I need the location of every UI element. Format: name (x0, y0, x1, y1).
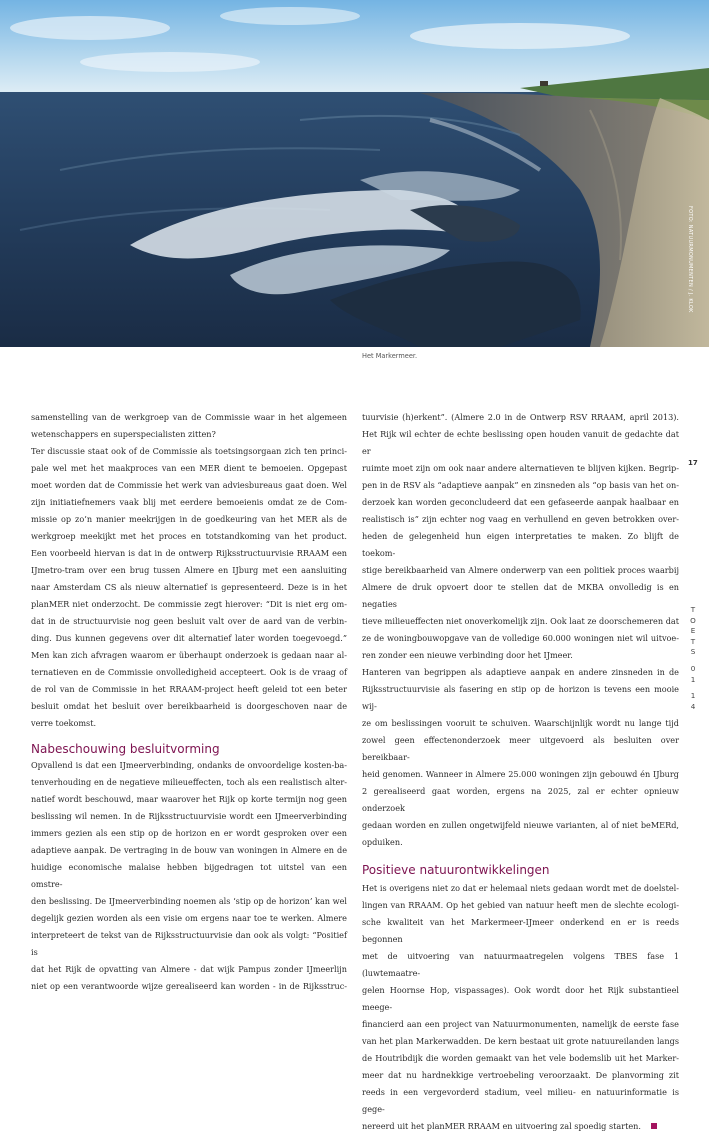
journal-letter: 1 (690, 691, 696, 701)
journal-letter: T (690, 636, 696, 646)
body-line: sche kwaliteit van het Markermeer-IJmeer onderkend en er is reeds begonnen (362, 917, 679, 944)
photo-caption: Het Markermeer. (362, 352, 418, 360)
body-line: besluit omdat het besluit over bereikbaarheid is doorgeschoven naar de (31, 701, 347, 711)
journal-letter: E (690, 626, 696, 636)
body-line: ren zonder een nieuwe verbinding door het IJmeer. (362, 650, 573, 660)
body-line: meer dat nu hardnekkige vertroebeling veroorzaakt. De planvorming zit (362, 1070, 679, 1080)
body-line: natief wordt beschouwd, maar waarover het Rijk op korte termijn nog geen (31, 794, 347, 804)
body-line: dat het Rijk de opvatting van Almere - dat wijk Pampus zonder IJmeerlijn (31, 964, 347, 974)
body-line: gelen Hoornse Hop, vispassages). Ook wordt door het Rijk substantieel meege- (362, 985, 679, 1012)
body-line: immers gezien als een stip op de horizon en er wordt gesproken over een (31, 828, 347, 838)
body-line: tuurvisie (h)erkent”. (Almere 2.0 in de Ontwerp RSV RRAAM, april 2013). (362, 412, 679, 422)
body-line: Het is overigens niet zo dat er helemaal niets gedaan wordt met de doelstel- (362, 883, 679, 893)
body-line: Het Rijk wil echter de echte beslissing open houden vanuit de gedachte dat er (362, 429, 679, 456)
body-line: adaptieve aanpak. De vertraging in de bouw van woningen in Almere en de (31, 845, 347, 855)
section-heading: Positieve natuurontwikkelingen (362, 863, 550, 877)
body-line: derzoek kan worden geconcludeerd dat een gefaseerde aanpak haalbaar en (362, 497, 679, 507)
page-number: 17 (688, 459, 698, 467)
journal-letter: 4 (690, 701, 696, 711)
journal-label (688, 605, 698, 712)
body-line: den beslissing. De IJmeerverbinding noemen als ‘stip op de horizon’ kan wel (31, 896, 347, 906)
body-line: pen in de RSV als “adaptieve aanpak” en zinsneden als “op basis van het on- (362, 480, 679, 490)
body-line (362, 1118, 679, 1135)
body-line: dat in de structuurvisie nog geen besluit valt over de aard van de verbin- (31, 616, 347, 626)
body-line: 2 gerealiseerd gaat worden, ergens na 2025, zal er echter opnieuw onderzoek (362, 786, 679, 813)
body-line: de rol van de Commissie in het RRAAM-project heeft geleid tot een beter (31, 684, 347, 694)
body-line: werkgroep meekijkt met het proces en totstandkoming van het product. (31, 531, 347, 541)
left-column (31, 409, 347, 995)
body-line: stige bereikbaarheid van Almere onderwerp van een politiek proces waarbij (362, 565, 679, 575)
body-line: realistisch is” zijn echter nog vaag en verhullend en geven betrokken over- (362, 514, 679, 524)
journal-letter: 0 (690, 663, 696, 673)
body-line: financierd aan een project van Natuurmonumenten, namelijk de eerste fase (362, 1019, 679, 1029)
body-line: Men kan zich afvragen waarom er überhaupt onderzoek is gedaan naar al- (31, 650, 347, 660)
body-line: ruimte moet zijn om ook naar andere alternatieven te blijven kijken. Begrip- (362, 463, 679, 473)
body-line: beslissing wil nemen. In de Rijksstructuurvisie wordt een IJmeerverbinding (31, 811, 347, 821)
body-line: ternatieven en de Commissie onvolledigheid accepteert. Ook is de vraag of (31, 667, 347, 677)
body-line: ding. Dus kunnen gegevens over dit alternatief later worden toegevoegd.” (31, 633, 347, 643)
body-line: Opvallend is dat een IJmeerverbinding, ondanks de onvoordelige kosten-ba- (31, 760, 347, 770)
body-line: heden de gelegenheid hun eigen interpretaties te maken. Zo blijft de toekom- (362, 531, 679, 558)
photo-markermeer-dike (0, 0, 709, 347)
journal-letter: O (690, 615, 696, 625)
body-line: Een voorbeeld hiervan is dat in de ontwerp Rijksstructuurvisie RRAAM een (31, 548, 347, 558)
body-line: degelijk gezien worden als een visie om ergens naar toe te werken. Almere (31, 913, 347, 923)
body-line: reeds in een vergevorderd stadium, veel milieu- en natuurinformatie is gege- (362, 1087, 679, 1114)
body-line: pale wel met het maakproces van een MER dient te bemoeien. Opgepast (31, 463, 347, 473)
body-line: moet worden dat de Commissie het werk van adviesbureaus gaat doen. Wel (31, 480, 347, 490)
body-line: Rijksstructuurvisie als fasering en stip op de horizon is tevens een mooie wij- (362, 684, 679, 711)
body-line: zowel geen effectenonderzoek meer uitgevoerd als besluiten over bereikbaar- (362, 735, 679, 762)
body-line: ze de woningbouwopgave van de volledige 60.000 woningen niet wil uitvoe- (362, 633, 679, 643)
body-line: tieve milieueffecten niet onoverkomelijk zijn. Ook laat ze doorschemeren dat (362, 616, 679, 626)
section-heading: Nabeschouwing besluitvorming (31, 742, 220, 756)
body-line: missie op zo’n manier meekrijgen in de goedkeuring van het MER als de (31, 514, 347, 524)
body-line: niet op een verantwoorde wijze gerealiseerd kan worden - in de Rijksstruc- (31, 981, 347, 991)
body-line: ze om beslissingen vooruit te schuiven. Waarschijnlijk wordt nu lange tijd (362, 718, 679, 728)
body-line: de Houtribdijk die worden gemaakt van het vele bodemslib uit het Marker- (362, 1053, 679, 1063)
end-of-article-mark (651, 1123, 657, 1129)
body-line: van het plan Markerwadden. De kern bestaat uit grote natuureilanden langs (362, 1036, 679, 1046)
body-line: Ter discussie staat ook of de Commissie als toetsingsorgaan zich ten princi- (31, 446, 347, 456)
body-line: interpreteert de tekst van de Rijksstructuurvisie dan ook als volgt: “Positief is (31, 930, 347, 957)
body-line: Hanteren van begrippen als adaptieve aanpak en andere zinsneden in de (362, 667, 679, 677)
body-line-text: nereerd uit het planMER RRAAM en uitvoering zal spoedig starten. (362, 1121, 641, 1131)
body-line: Almere de druk opvoert door te stellen dat de MKBA onvolledig is en negaties (362, 582, 679, 609)
body-line: samenstelling van de werkgroep van de Commissie waar in het algemeen (31, 412, 347, 422)
body-line: planMER niet onderzocht. De commissie zegt hierover: “Dit is niet erg om- (31, 599, 347, 609)
body-line: naar Amsterdam CS als nieuw alternatief is gepresenteerd. Deze is in het (31, 582, 347, 592)
body-line: wetenschappers en superspecialisten zitten? (31, 429, 216, 439)
body-line: verre toekomst. (31, 718, 97, 728)
body-line: met de uitvoering van natuurmaatregelen volgens TBES fase 1 (luwtemaatre- (362, 951, 679, 978)
journal-letter: 1 (690, 674, 696, 684)
body-line: huidige economische malaise hebben bijgedragen tot uitstel van een omstre- (31, 862, 347, 889)
journal-letter: T (690, 605, 696, 614)
body-line: IJmetro-tram over een brug tussen Almere en IJburg met een aansluiting (31, 565, 347, 575)
body-line: heid genomen. Wanneer in Almere 25.000 woningen zijn gebouwd én IJburg (362, 769, 679, 779)
body-line: lingen van RRAAM. Op het gebied van natuur heeft men de slechte ecologi- (362, 900, 679, 910)
journal-letter: S (690, 647, 696, 657)
right-column (362, 409, 679, 1135)
body-line: tenverhouding en de negatieve milieueffecten, toch als een realistisch alter- (31, 777, 347, 787)
photo-credit: FOTO: NATUURMONUMENTEN / J. KLOK (687, 206, 693, 313)
body-line: gedaan worden en zullen ongetwijfeld nieuwe varianten, al of niet beMERd, (362, 820, 679, 830)
body-line: opduiken. (362, 837, 403, 847)
body-line: zijn initiatiefnemers vaak blij met eerdere bemoeienis omdat ze de Com- (31, 497, 347, 507)
